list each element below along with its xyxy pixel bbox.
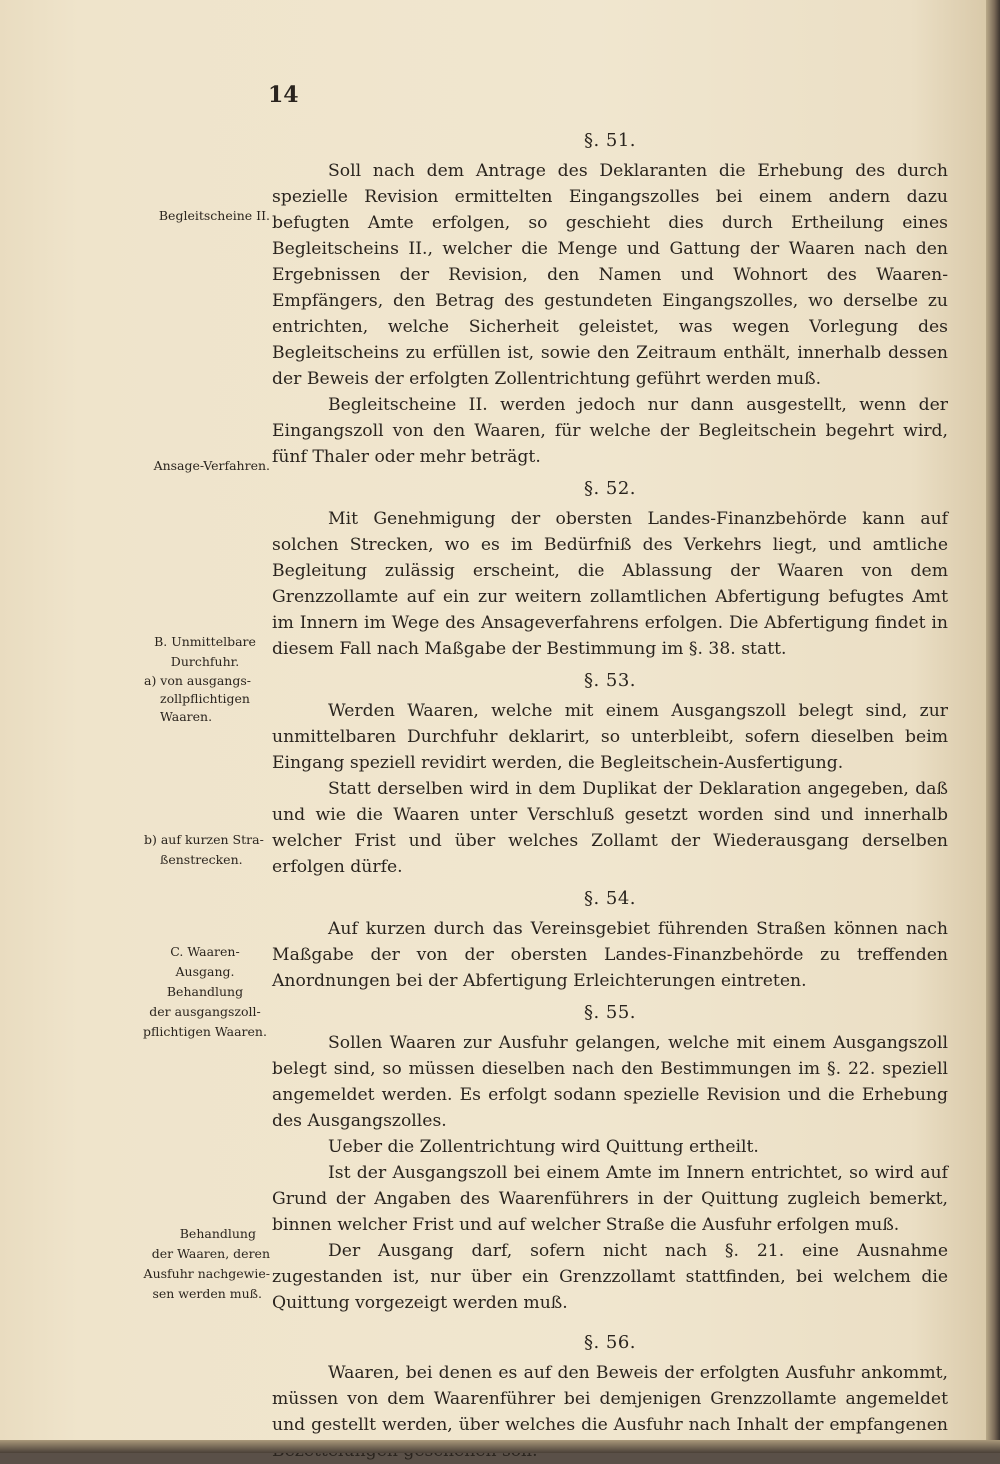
paragraph: Sollen Waaren zur Ausfuhr gelangen, welche mit einem Ausgangszoll belegt sind, so müssen dieselben nach den Bestimmungen im §. 22. speziell angemeldet werden. Es erfolgt sodann spezielle Revision und die Erhebung des Ausgangszolles. (272, 1033, 948, 1131)
main-text (272, 122, 948, 1464)
section-heading: §. 56. (583, 1332, 637, 1353)
paragraph: Begleitscheine II. werden jedoch nur dann ausgestellt, wenn der Eingangszoll von den Waaren, für welche der Begleitschein begehrt wird, fünf Thaler oder mehr beträgt. (272, 395, 948, 467)
margin-note-behandlung: Behandlung der Waaren, deren Ausfuhr nachgewie- sen werden muß. (143, 1226, 270, 1301)
paragraph: Statt derselben wird in dem Duplikat der Deklaration angegeben, daß und wie die Waaren unter Verschluß gesetzt worden sind und innerhalb welcher Frist und über welches Zollamt der Wiederausgang derselben erfolgen dürfe. (272, 779, 948, 877)
margin-note-kurzen: b) auf kurzen Stra- ßenstrecken. (144, 832, 264, 867)
paragraph: Mit Genehmigung der obersten Landes-Finanzbehörde kann auf solchen Strecken, wo es im Bedürfniß des Verkehrs liegt, und amtliche Begleitung zulässig erscheint, die Ablassung der Waaren von dem Grenzzollamte auf ein zur weitern zollamtlichen Abfertigung befugtes Amt im Innern im Wege des Ansageverfahrens erfolgen. Die Abfertigung findet in diesem Fall nach Maßgabe der Bestimmung im §. 38. statt. (272, 509, 948, 659)
margin-note-unmittelbare: B. Unmittelbare Durchfuhr. (154, 634, 256, 669)
margin-note-ausgangs: a) von ausgangs- zollpflichtigen Waaren. (144, 673, 251, 724)
margin-note-ansage: Ansage-Verfahren. (153, 458, 270, 473)
section-heading: §. 52. (583, 478, 637, 499)
paragraph: Der Ausgang darf, sofern nicht nach §. 21. eine Ausnahme zugestanden ist, nur über ein Grenzzollamt stattfinden, bei welchem die Quittung vorgezeigt werden muß. (272, 1241, 948, 1313)
page-edge (986, 0, 1000, 1453)
section-heading: §. 51. (583, 130, 637, 151)
margin-note-waaren-ausgang: C. Waaren- Ausgang. Behandlung der ausgangszoll- pflichtigen Waaren. (143, 944, 267, 1039)
paragraph: Ist der Ausgangszoll bei einem Amte im Innern entrichtet, so wird auf Grund der Angaben des Waarenführers in der Quittung zugleich bemerkt, binnen welcher Frist und auf welcher Straße die Ausfuhr erfolgen muß. (272, 1163, 948, 1235)
page-bottom-edge (0, 1440, 1000, 1453)
paragraph: Soll nach dem Antrage des Deklaranten die Erhebung des durch spezielle Revision ermittelten Eingangszolles bei einem andern dazu befugten Amte erfolgen, so geschieht dies durch Ertheilung eines Begleitscheins II., welcher die Menge und Gattung der Waaren nach den Ergebnissen der Revision, den Namen und Wohnort des Waaren-Empfängers, den Betrag des gestundeten Eingangszolles, wo derselbe zu entrichten, welche Sicherheit geleistet, was wegen Vorlegung des Begleitscheins zu erfüllen ist, sowie den Zeitraum enthält, innerhalb dessen der Beweis der erfolgten Zollentrichtung geführt werden muß. (272, 161, 948, 389)
margin-note-begleitscheine: Begleitscheine II. (158, 208, 270, 223)
section-heading: §. 55. (583, 1002, 637, 1023)
section-heading: §. 54. (583, 888, 637, 909)
section-heading: §. 53. (583, 670, 637, 691)
paragraph: Waaren, bei denen es auf den Beweis der erfolgten Ausfuhr ankommt, müssen von dem Waarenführer bei demjenigen Grenzzollamte angemeldet und gestellt werden, über welches die Ausfuhr nach Inhalt der empfangenen (272, 1363, 948, 1435)
paragraph: Ueber die Zollentrichtung wird Quittung ertheilt. (328, 1137, 759, 1157)
page-number: 14 (268, 82, 299, 108)
paragraph: Werden Waaren, welche mit einem Ausgangszoll belegt sind, zur unmittelbaren Durchfuhr deklarirt, so unterbleibt, sofern dieselben beim Eingang speziell revidirt werden, die Begleitschein-Ausfertigung. (272, 701, 948, 773)
paragraph: Auf kurzen durch das Vereinsgebiet führenden Straßen können nach Maßgabe der von der obersten Landes-Finanzbehörde zu treffenden Anordnungen bei der Abfertigung Erleichterungen eintreten. (272, 919, 948, 991)
